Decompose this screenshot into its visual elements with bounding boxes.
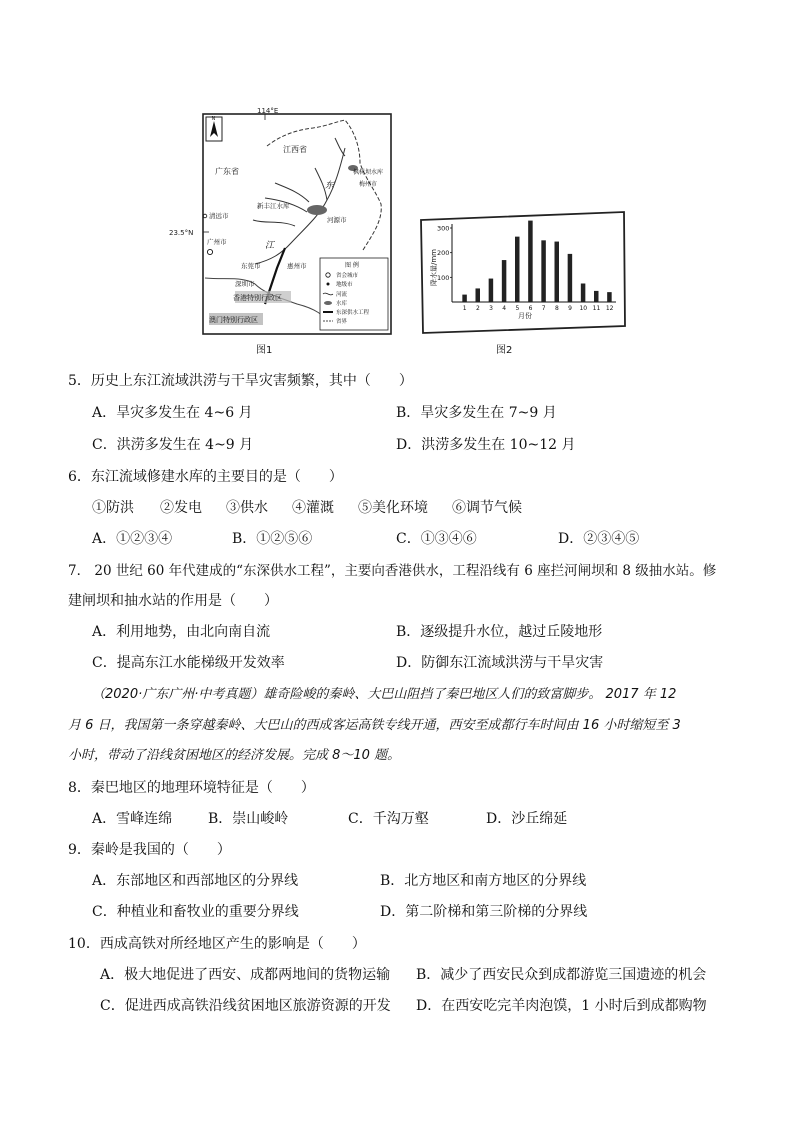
- q6-item-1: ①防洪: [92, 500, 134, 516]
- chart-bar: [541, 240, 546, 302]
- svg-text:河流: 河流: [336, 292, 348, 298]
- intro-line1: （2020·广东广州·中考真题）雄奇险峻的秦岭、大巴山阻挡了秦巴地区人们的致富脚步。 2017 年 12: [92, 687, 677, 702]
- place-shenzhen: 深圳市: [235, 280, 255, 288]
- macau-label: 澳门特别行政区: [209, 316, 258, 324]
- q6-option-b: B．①②⑤⑥: [232, 531, 313, 547]
- place-meizhou: 梅州市: [359, 181, 378, 188]
- q6-item-5: ⑤美化环境: [358, 500, 428, 516]
- q9-option-d: D．第二阶梯和第三阶梯的分界线: [380, 904, 588, 920]
- chart-xtick-label: 2: [475, 305, 480, 312]
- figure1-caption: 图1: [256, 345, 273, 356]
- q5-option-a: A．旱灾多发生在 4~6 月: [92, 405, 253, 421]
- intro-line2: 月 6 日，我国第一条穿越秦岭、大巴山的西成客运高铁专线开通，西安至成都行车时间由 16 小时缩短至 3: [68, 718, 681, 733]
- q5-stem: 5．历史上东江流域洪涝与干旱灾害频繁，其中（ ）: [68, 373, 413, 389]
- q8-option-d: D．沙丘绵延: [486, 811, 568, 827]
- q10-stem: 10．西成高铁对所经地区产生的影响是（ ）: [68, 936, 366, 952]
- q7-option-d: D．防御东江流域洪涝与干旱灾害: [396, 655, 604, 671]
- q5-option-c: C．洪涝多发生在 4~9 月: [92, 437, 254, 453]
- chart-xtick-label: 10: [579, 305, 588, 312]
- chart-bar: [555, 242, 560, 302]
- q6-option-d: D．②③④⑤: [558, 531, 640, 547]
- place-xinfengjiang: 新丰江水库: [257, 202, 290, 210]
- chart-bar: [462, 295, 467, 302]
- river-dong-label: 东: [325, 181, 335, 191]
- q10-option-d: D．在西安吃完羊肉泡馍，1 小时后到成都购物: [416, 998, 707, 1014]
- q5-option-d: D．洪涝多发生在 10~12 月: [396, 437, 576, 453]
- svg-text:地级市: 地级市: [336, 282, 353, 288]
- q10-option-b: B．减少了西安民众到成都游览三国遗迹的机会: [416, 967, 707, 983]
- q6-item-3: ③供水: [226, 500, 268, 516]
- q8-option-b: B．崇山峻岭: [208, 811, 289, 827]
- q6-option-c: C．①③④⑥: [396, 531, 477, 547]
- chart-xtick-label: 8: [554, 305, 559, 312]
- chart-xtick-label: 5: [515, 305, 520, 312]
- chart-ytick-label: 100: [437, 273, 450, 282]
- figure1-map: [169, 107, 395, 338]
- q7-option-a: A．利用地势，由北向南自流: [92, 624, 271, 640]
- xinfengjiang-reservoir: [307, 205, 327, 215]
- q6-item-6: ⑥调节气候: [452, 500, 522, 516]
- chart-bar: [594, 291, 599, 302]
- q7-option-b: B．逐级提升水位，越过丘陵地形: [396, 624, 603, 640]
- figure2-caption: 图2: [496, 345, 513, 356]
- q6-stem: 6．东江流域修建水库的主要目的是（ ）: [68, 469, 343, 485]
- q9-stem: 9．秦岭是我国的（ ）: [68, 842, 231, 858]
- q6-option-a: A．①②③④: [92, 531, 173, 547]
- svg-text:图 例: 图 例: [345, 262, 359, 269]
- q8-stem: 8．秦巴地区的地理环境特征是（ ）: [68, 780, 315, 796]
- chart-bar: [528, 221, 533, 302]
- chart-bar: [476, 288, 481, 302]
- svg-text:水库: 水库: [336, 301, 348, 307]
- chart-xtick-label: 7: [541, 305, 546, 312]
- chart-bar: [515, 237, 520, 302]
- chart-xtick-label: 9: [568, 305, 572, 312]
- place-huizhou: 惠州市: [287, 262, 307, 270]
- place-heyuan: 河源市: [327, 216, 347, 224]
- place-qingyuan: 清远市: [209, 212, 229, 220]
- chart-ylabel: 降水量/mm: [430, 249, 438, 286]
- chart-bar: [568, 254, 573, 302]
- q6-item-2: ②发电: [160, 500, 202, 516]
- chart-bar: [607, 292, 612, 302]
- q7-line2: 建闸坝和抽水站的作用是（ ）: [68, 593, 278, 609]
- svg-text:省会城市: 省会城市: [336, 273, 359, 279]
- intro-line3: 小时，带动了沿线贫困地区的经济发展。完成 8～10 题。: [68, 748, 401, 763]
- chart-bar: [581, 284, 586, 303]
- chart-xtick-label: 1: [462, 305, 467, 312]
- longitude-label: 114°E: [257, 107, 279, 115]
- place-jiangxi: 江西省: [283, 145, 307, 154]
- latitude-label: 23.5°N: [169, 229, 194, 237]
- hk-label: 香港特别行政区: [233, 294, 282, 302]
- chart-ytick-label: 300: [437, 224, 450, 233]
- chart-ytick-label: 200: [437, 249, 450, 258]
- q9-option-c: C．种植业和畜牧业的重要分界线: [92, 904, 299, 920]
- q10-option-c: C．促进西成高铁沿线贫困地区旅游资源的开发: [100, 998, 391, 1014]
- chart-xlabel: 月份: [518, 312, 532, 320]
- svg-text:省界: 省界: [336, 319, 348, 325]
- q6-item-4: ④灌溉: [292, 500, 334, 516]
- place-fengshuba: 枫树坝水库: [353, 169, 384, 176]
- q8-option-a: A．雪峰连绵: [92, 811, 173, 827]
- chart-xtick-label: 4: [502, 305, 507, 312]
- place-guangdong: 广东省: [215, 167, 239, 176]
- q10-option-a: A．极大地促进了西安、成都两地间的货物运输: [100, 967, 391, 983]
- chart-xtick-label: 3: [489, 305, 493, 312]
- svg-text:N: N: [211, 116, 216, 122]
- chart-bar: [502, 260, 507, 302]
- place-guangzhou: 广州市: [207, 238, 227, 246]
- q7-option-c: C．提高东江水能梯级开发效率: [92, 655, 285, 671]
- q9-option-a: A．东部地区和西部地区的分界线: [92, 873, 299, 889]
- chart-xtick-label: 11: [592, 305, 601, 312]
- chart-bar: [489, 279, 494, 302]
- north-arrow-icon: [206, 116, 222, 141]
- q5-option-b: B．旱灾多发生在 7~9 月: [396, 405, 557, 421]
- map-legend: [320, 258, 388, 330]
- svg-text:东深供水工程: 东深供水工程: [336, 310, 370, 316]
- chart-xtick-label: 6: [528, 305, 533, 312]
- river-jiang-label: 江: [265, 241, 275, 251]
- q8-option-c: C．千沟万壑: [348, 811, 429, 827]
- figure2-precipitation-chart: [418, 208, 628, 336]
- chart-xtick-label: 12: [605, 305, 614, 312]
- q9-option-b: B．北方地区和南方地区的分界线: [380, 873, 587, 889]
- place-dongguan: 东莞市: [241, 262, 261, 270]
- q7-line1: 7． 20 世纪 60 年代建成的“东深供水工程”，主要向香港供水，工程沿线有 6 座拦河闸坝和 8 级抽水站。修: [68, 563, 717, 579]
